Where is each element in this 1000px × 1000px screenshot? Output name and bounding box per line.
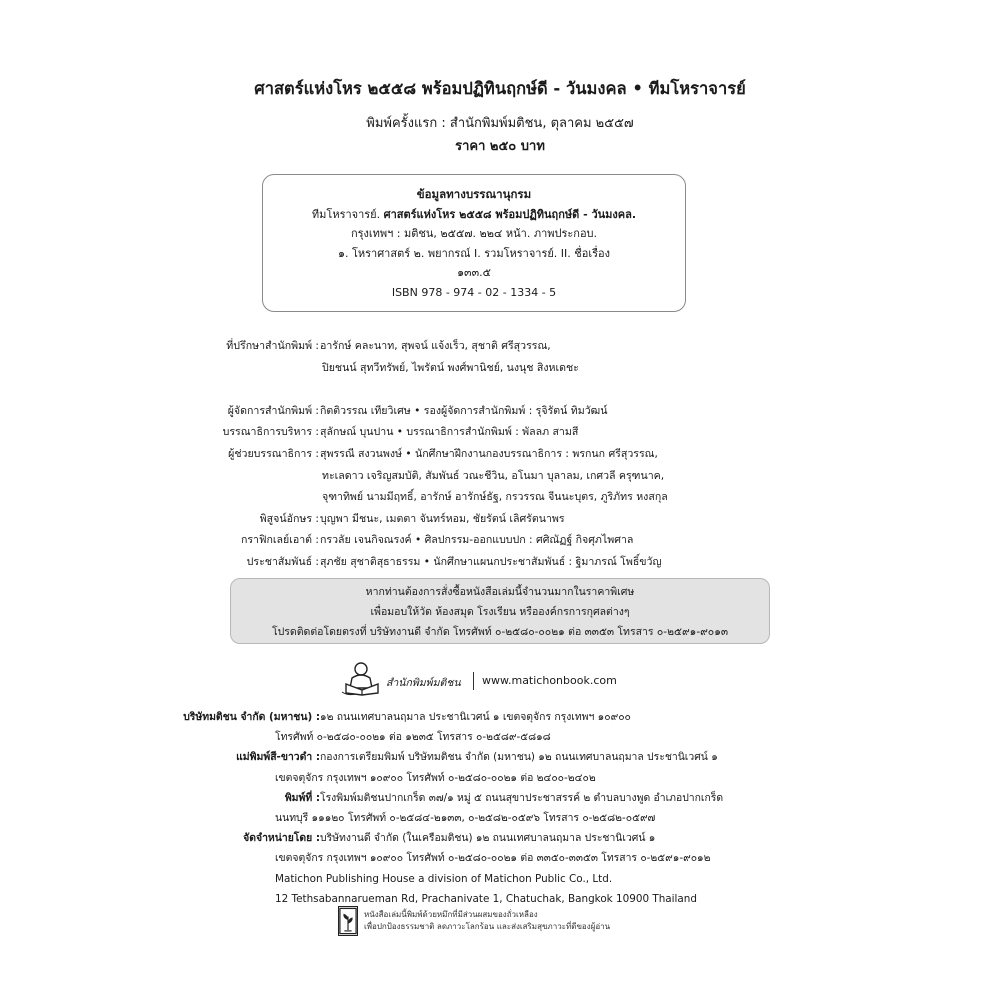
staff-row [0, 466, 1000, 488]
publisher-row [0, 848, 1000, 868]
cataloging-data-box [262, 174, 686, 312]
cataloging-classification: ๑๓๓.๕ [457, 266, 491, 279]
staff-row [0, 530, 1000, 552]
first-print-line: พิมพ์ครั้งแรก : สำนักพิมพ์มติชน, ตุลาคม ๒๕๕๗ [366, 116, 634, 131]
website-url[interactable]: www.matichonbook.com [482, 674, 617, 687]
soy-ink-note [338, 906, 618, 938]
staff-names: กิตติวรรณ เทียวิเศษ • รองผู้จัดการสำนักพิมพ์ : รุจิรัตน์ ทิมวัฒน์ [320, 404, 608, 417]
publisher-english-address: 12 Tethsabannarueman Rd, Prachanivate 1, Chatuchak, Bangkok 10900 Thailand [275, 892, 697, 905]
bulk-order-line: เพื่อมอบให้วัด ห้องสมุด โรงเรียน หรือองค์กรการกุศลต่างๆ [370, 606, 630, 618]
staff-names: สุภชัย สุชาติสุธาธรรม • นักศึกษาแผนกประชาสัมพันธ์ : ฐิมาภรณ์ โพธิ์ขวัญ [320, 555, 662, 568]
cataloging-heading: ข้อมูลทางบรรณานุกรม [416, 187, 532, 201]
staff-label: ผู้ช่วยบรรณาธิการ : [228, 447, 319, 460]
publisher-label: จัดจำหน่ายโดย : [243, 832, 320, 845]
staff-names: กรวลัย เจนกิจณรงค์ • ศิลปกรรม-ออกแบบปก : ศศิณัฏฐ์ กิจศุภไพศาล [320, 534, 634, 547]
publisher-logo-row [340, 660, 680, 696]
publisher-text: โรงพิมพ์มติชนปากเกร็ด ๓๗/๑ หมู่ ๕ ถนนสุขาประชาสรรค์ ๒ ตำบลบางพูด อำเภอปากเกร็ด [320, 791, 724, 804]
cataloging-imprint: กรุงเทพฯ : มติชน, ๒๕๕๗. ๒๒๔ หน้า. ภาพประกอบ. [350, 227, 598, 240]
soy-ink-text [364, 909, 610, 933]
publisher-row [0, 768, 1000, 788]
reader-logo-icon [340, 660, 386, 696]
staff-row [0, 422, 1000, 444]
logo-brand-text: สำนักพิมพ์มติชน [386, 677, 461, 689]
price-line: ราคา ๒๕๐ บาท [455, 139, 545, 154]
staff-spacer [0, 379, 1000, 401]
staff-row [0, 358, 1000, 380]
cataloging-author-title [263, 205, 685, 225]
staff-names: ปิยชนน์ สุทวีทรัพย์, ไพรัตน์ พงศ์พานิชย์, นงนุช สิงหเดชะ [322, 361, 579, 374]
bulk-order-contact: โปรดติดต่อโดยตรงที่ บริษัทงานดี จำกัด โทรศัพท์ ๐-๒๕๘๐-๐๐๒๑ ต่อ ๓๓๕๓ โทรสาร ๐-๒๕๙๑-๙๐๑๓ [271, 626, 729, 638]
publisher-text: เขตจตุจักร กรุงเทพฯ ๑๐๙๐๐ โทรศัพท์ ๐-๒๕๘๐-๐๐๒๑ ต่อ ๓๓๕๐-๓๓๕๓ โทรสาร ๐-๒๕๙๑-๙๐๑๒ [275, 852, 711, 865]
publisher-text: กองการเตรียมพิมพ์ บริษัทมติชน จำกัด (มหาชน) ๑๒ ถนนเทศบาลนฤมาล ประชานิเวศน์ ๑ [320, 751, 718, 764]
staff-label: บรรณาธิการบริหาร : [222, 426, 319, 439]
publisher-english-name: Matichon Publishing House a division of Matichon Public Co., Ltd. [275, 872, 613, 885]
soy-ink-line: เพื่อปกป้องธรรมชาติ ลดภาวะโลกร้อน และส่งเสริมสุขภาวะที่ดีของผู้อ่าน [364, 922, 611, 931]
bulk-order-notice [230, 578, 770, 644]
staff-names: สุพรรณี สงวนพงษ์ • นักศึกษาฝึกงานกองบรรณาธิการ : พรกนก ศรีสุวรรณ, [320, 447, 658, 460]
publisher-label: พิมพ์ที่ : [284, 791, 320, 804]
publisher-row [0, 707, 1000, 727]
cataloging-author: ทีมโหราจารย์. [311, 207, 381, 221]
publisher-text: โทรศัพท์ ๐-๒๕๘๐-๐๐๒๑ ต่อ ๑๒๓๕ โทรสาร ๐-๒๕๘๙-๕๘๑๘ [275, 731, 551, 744]
publisher-label: แม่พิมพ์สี-ขาวดำ : [236, 751, 320, 764]
publisher-text: บริษัทงานดี จำกัด (ในเครือมติชน) ๑๒ ถนนเทศบาลนฤมาล ประชานิเวศน์ ๑ [320, 832, 656, 845]
staff-label: ประชาสัมพันธ์ : [246, 555, 319, 568]
bulk-order-line: หากท่านต้องการสั่งซื้อหนังสือเล่มนี้จำนวนมากในราคาพิเศษ [365, 586, 635, 598]
staff-credits [0, 336, 1000, 574]
staff-label: ที่ปรึกษาสำนักพิมพ์ : [226, 340, 319, 352]
staff-row [0, 552, 1000, 574]
staff-names: ทะเลดาว เจริญสมบัติ, สัมพันธ์ วณะชีวิน, อโนมา บุลาลม, เกศวลี ครุฑนาค, [322, 469, 665, 482]
publisher-row [0, 727, 1000, 747]
book-title-line: ศาสตร์แห่งโหร ๒๕๕๘ พร้อมปฏิทินฤกษ์ดี - วันมงคล • ทีมโหราจารย์ [254, 79, 746, 98]
isbn: ISBN 978 - 974 - 02 - 1334 - 5 [391, 285, 557, 299]
staff-row [0, 444, 1000, 466]
publisher-row [0, 808, 1000, 828]
cataloging-title: ศาสตร์แห่งโหร ๒๕๕๘ พร้อมปฏิทินฤกษ์ดี - วันมงคล. [383, 207, 637, 221]
staff-names: สุลักษณ์ บุนปาน • บรรณาธิการสำนักพิมพ์ : พัลลภ สามสี [320, 426, 579, 439]
staff-row [0, 336, 1000, 358]
staff-label: กราฟิกเลย์เอาต์ : [240, 534, 319, 547]
publisher-info [0, 707, 1000, 909]
publisher-row [0, 788, 1000, 808]
staff-names: จุฑาทิพย์ นามมีฤทธิ์, อารักษ์ อารักษ์ธัฐ, กรวรรณ จีนนะบุตร, ภูริภัทร หงสกุล [322, 491, 668, 504]
publisher-label: บริษัทมติชน จำกัด (มหาชน) : [183, 711, 320, 723]
soy-ink-line: หนังสือเล่มนี้พิมพ์ด้วยหมึกที่มีส่วนผสมของถั่วเหลือง [364, 910, 538, 919]
publisher-text: เขตจตุจักร กรุงเทพฯ ๑๐๙๐๐ โทรศัพท์ ๐-๒๕๘๐-๐๐๒๑ ต่อ ๒๔๐๐-๒๔๐๒ [275, 771, 596, 784]
publisher-row [0, 747, 1000, 767]
publisher-text: นนทบุรี ๑๑๑๒๐ โทรศัพท์ ๐-๒๕๘๔-๒๑๓๓, ๐-๒๕๘๒-๐๕๙๖ โทรสาร ๐-๒๕๘๒-๐๕๙๗ [275, 811, 656, 824]
staff-row [0, 401, 1000, 423]
staff-names: อารักษ์ คละนาท, สุพจน์ แจ้งเร็ว, สุชาติ ศรีสุวรรณ, [320, 340, 551, 352]
publisher-row [0, 869, 1000, 889]
publisher-text: ๑๒ ถนนเทศบาลนฤมาล ประชานิเวศน์ ๑ เขตจตุจักร กรุงเทพฯ ๑๐๙๐๐ [320, 711, 631, 723]
staff-names: บุญพา มีชนะ, เมตตา จันทร์หอม, ชัยรัตน์ เลิศรัตนาพร [320, 512, 565, 525]
staff-label: ผู้จัดการสำนักพิมพ์ : [227, 404, 319, 417]
publisher-row [0, 828, 1000, 848]
staff-label: พิสูจน์อักษร : [259, 512, 319, 525]
staff-row [0, 487, 1000, 509]
logo-divider [473, 672, 474, 690]
cataloging-subjects: ๑. โหราศาสตร์ ๒. พยากรณ์ I. รวมโหราจารย์. II. ชื่อเรื่อง [337, 246, 610, 260]
soy-leaf-icon [338, 906, 358, 936]
staff-row [0, 509, 1000, 531]
